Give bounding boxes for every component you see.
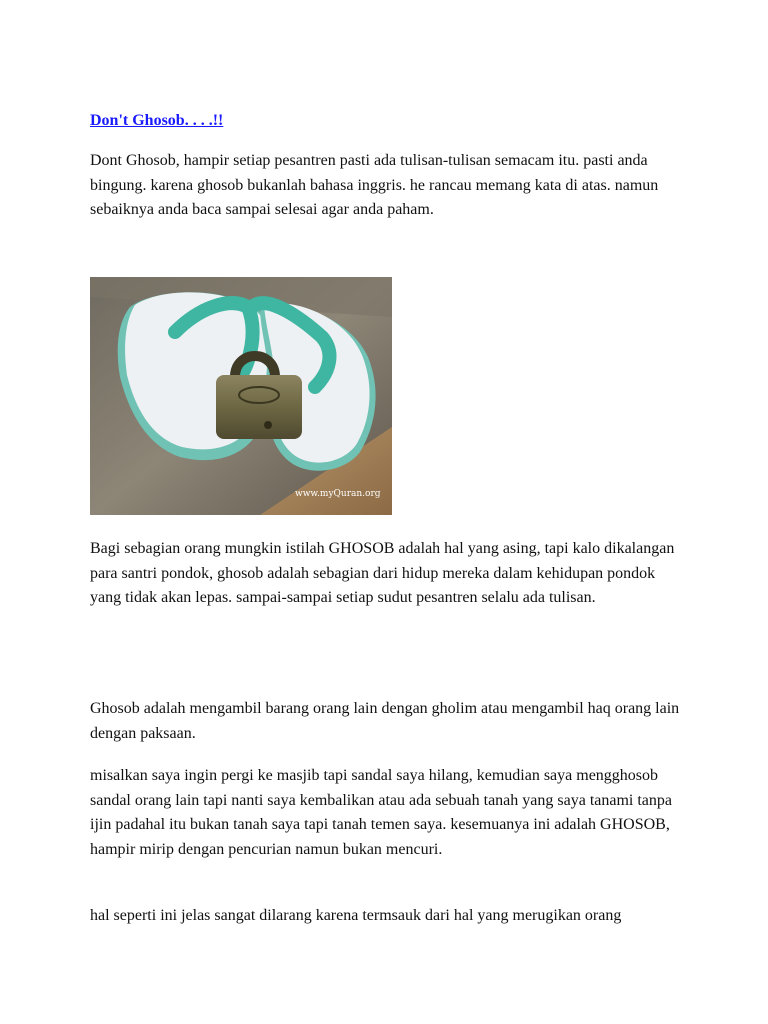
sandal-padlock-photo [90,277,392,515]
watermark-text: www.myQuran.org [295,489,381,499]
paragraph-5: hal seperti ini jelas sangat dilarang karena termsauk dari hal yang merugikan orang [90,907,622,924]
definition-paragraph: Ghosob adalah mengambil barang orang lain dengan gholim atau mengambil haq orang lain dengan paksaan. [90,700,680,742]
paragraph-2: Bagi sebagian orang mungkin istilah GHOSOB adalah hal yang asing, tapi kalo dikalangan para santri pondok, ghosob adalah sebagian dari hidup mereka dalam kehidupan pondok yang tidak akan lepas. sampai-sampai setiap sudut pesantren selalu ada tulisan. [90,540,675,606]
example-paragraph: misalkan saya ingin pergi ke masjib tapi sandal saya hilang, kemudian saya mengghosob sandal orang lain tapi nanti saya kembalikan atau ada sebuah tanah yang saya tanami tanpa ijin padahal itu bukan tanah saya tapi tanah temen saya. kesemuanya ini adalah GHOSOB, hampir mirip dengan pencurian namun bukan mencuri. [90,767,672,858]
article-title-link[interactable]: Don't Ghosob. . . .!! [90,112,224,129]
intro-paragraph: Dont Ghosob, hampir setiap pesantren pasti ada tulisan-tulisan semacam itu. pasti anda bingung. karena ghosob bukanlah bahasa inggris. he rancau memang kata di atas. namun sebaiknya anda baca sampai selesai agar anda paham. [90,152,659,218]
